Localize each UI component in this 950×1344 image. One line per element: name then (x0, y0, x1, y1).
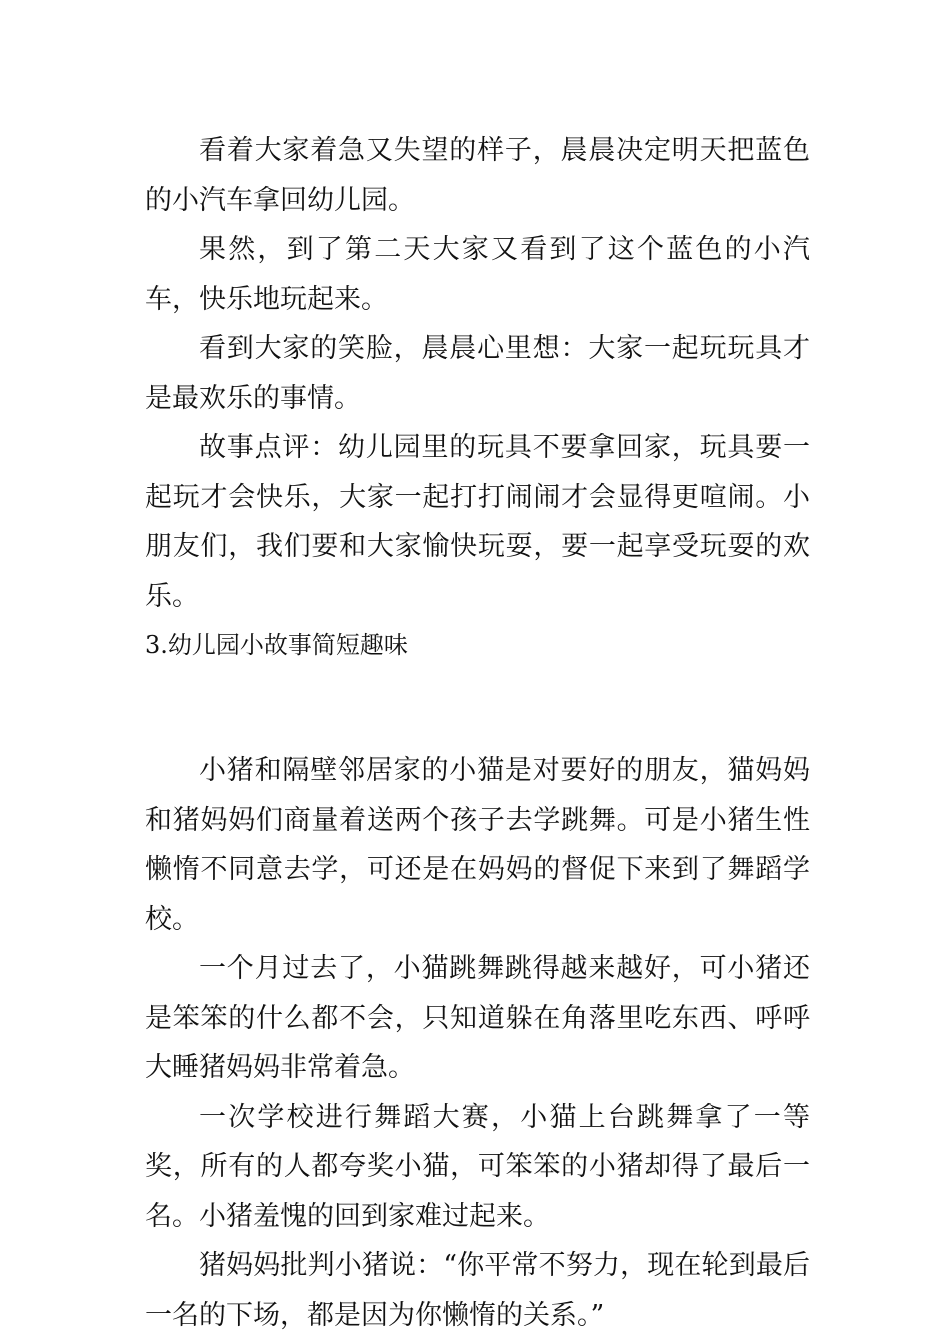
paragraph: 看着大家着急又失望的样子，晨晨决定明天把蓝色的小汽车拿回幼儿园。 (145, 135, 810, 216)
section-heading: 3.幼儿园小故事简短趣味 (145, 631, 408, 659)
paragraph: 一个月过去了，小猫跳舞跳得越来越好，可小猪还是笨笨的什么都不会，只知道躲在角落里吃东西、呼呼大睡猪妈妈非常着急。 (145, 953, 810, 1083)
paragraph: 果然，到了第二天大家又看到了这个蓝色的小汽车，快乐地玩起来。 (145, 234, 810, 315)
section-spacer (145, 670, 810, 746)
paragraph: 猪妈妈批判小猪说：“你平常不努力，现在轮到最后一名的下场，都是因为你懒惰的关系。” (145, 1250, 810, 1331)
document-body (145, 126, 810, 1340)
paragraph: 看到大家的笑脸，晨晨心里想：大家一起玩玩具才是最欢乐的事情。 (145, 333, 810, 414)
paragraph: 小猪和隔壁邻居家的小猫是对要好的朋友，猫妈妈和猪妈妈们商量着送两个孩子去学跳舞。可是小猪生性懒惰不同意去学，可还是在妈妈的督促下来到了舞蹈学校。 (145, 755, 810, 935)
paragraph: 一次学校进行舞蹈大赛，小猫上台跳舞拿了一等奖，所有的人都夸奖小猫，可笨笨的小猪却得了最后一名。小猪羞愧的回到家难过起来。 (145, 1101, 810, 1232)
paragraph: 故事点评：幼儿园里的玩具不要拿回家，玩具要一起玩才会快乐，大家一起打打闹闹才会显得更喧闹。小朋友们，我们要和大家愉快玩耍，要一起享受玩耍的欢乐。 (145, 432, 810, 612)
